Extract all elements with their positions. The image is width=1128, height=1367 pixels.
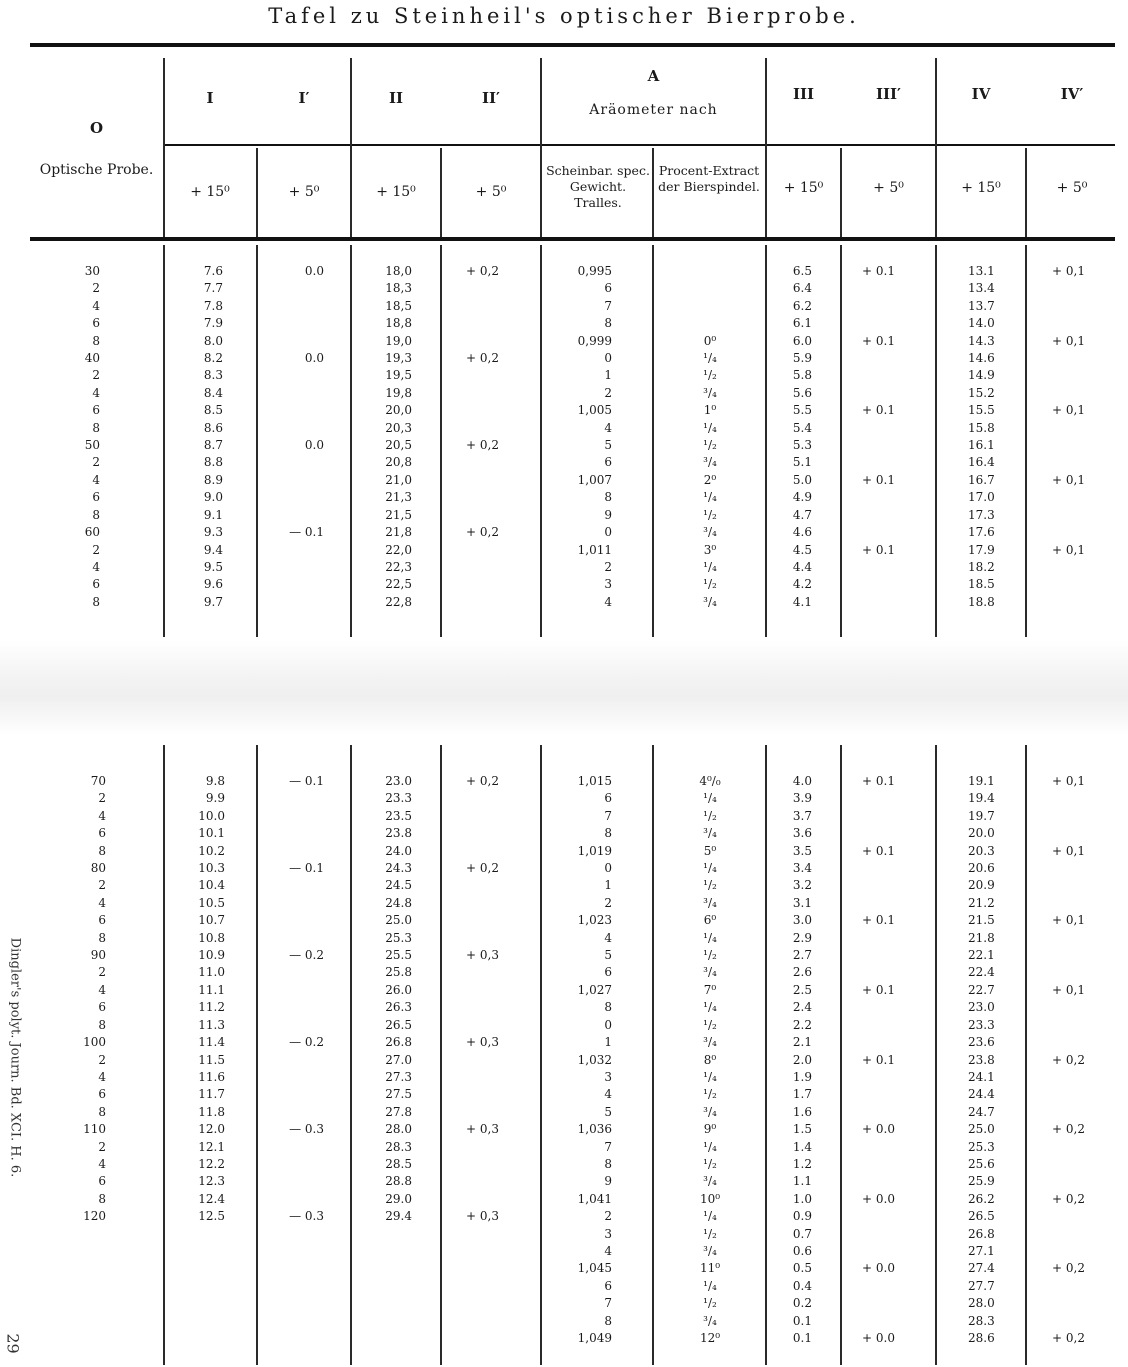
subheader-rule <box>165 144 1115 146</box>
column-divider <box>652 245 654 637</box>
col-iv: 19.1 19.4 19.7 20.0 20.3 20.6 20.9 21.2 21.5 21.8 22.1 22.4 22.7 23.0 23.3 23.6 23.8 24.1 24.4 24.7 25.0 25.3 25.6 25.9 26.2 26.5 26.8 27.1 27.4 27.7 28.0 28.3 28.6 <box>968 774 995 1345</box>
temp-label-iv-prime: + 5⁰ <box>1056 180 1088 196</box>
column-divider <box>652 745 654 1365</box>
col-procent-extract: 4⁰/₀ ¹/₄ ¹/₂ ³/₄ 5⁰ ¹/₄ ¹/₂ ³/₄ 6⁰ ¹/₄ ¹/₂ ³/₄ 7⁰ ¹/₄ ¹/₂ ³/₄ 8⁰ ¹/₄ ¹/₂ ³/₄ 9⁰ ¹/₄ ¹/₂ ³/₄ 10⁰ ¹/₄ ¹/₂ ³/₄ 11⁰ ¹/₄ ¹/₂ ³/₄ 12⁰ <box>699 774 721 1345</box>
col-ii: 23.0 23.3 23.5 23.8 24.0 24.3 24.5 24.8 25.0 25.3 25.5 25.8 26.0 26.3 26.5 26.8 27.0 27.3 27.5 27.8 28.0 28.3 28.5 28.8 29.0 29.4 <box>385 774 412 1224</box>
page-number: 29 <box>3 1333 23 1354</box>
col-procent-extract: 0⁰ ¹/₄ ¹/₂ ³/₄ 1⁰ ¹/₄ ¹/₂ ³/₄ 2⁰ ¹/₄ ¹/₂ ³/₄ 3⁰ ¹/₄ ¹/₂ ³/₄ <box>703 333 717 609</box>
col-iii: 4.0 3.9 3.7 3.6 3.5 3.4 3.2 3.1 3.0 2.9 2.7 2.6 2.5 2.4 2.2 2.1 2.0 1.9 1.7 1.6 1.5 1.4 1.2 1.1 1.0 0.9 0.7 0.6 0.5 0.4 0.2 0.1 0.1 <box>792 774 812 1345</box>
column-divider <box>652 148 654 237</box>
temp-label-i: + 15⁰ <box>190 184 230 200</box>
journal-side-note: Dingler's polyt. Journ. Bd. XCI. H. 6. <box>7 937 23 1178</box>
temp-label-iv: + 15⁰ <box>961 180 1001 196</box>
column-divider <box>540 745 542 1365</box>
col-iv-prime: + 0,1 + 0,1 + 0,1 + 0,1 + 0,1 <box>1052 264 1085 557</box>
header-ii-prime: II′ <box>482 89 500 107</box>
column-divider <box>163 245 165 637</box>
temp-label-iii-prime: + 5⁰ <box>873 180 904 196</box>
column-divider <box>840 245 842 637</box>
column-divider <box>350 245 352 637</box>
col-optische-probe: 70 2 4 6 8 80 2 4 6 8 90 2 4 6 8 100 2 4 6 8 110 2 4 6 8 120 <box>83 774 106 1224</box>
column-divider <box>935 58 937 237</box>
header-scheinbar-gewicht: Scheinbar. spec. Gewicht. Tralles. <box>546 163 650 210</box>
col-scheinbar-gewicht: 0,995 6 7 8 0,999 0 1 2 1,005 4 5 6 1,007 8 9 0 1,011 2 3 4 <box>577 264 612 609</box>
header-i: I <box>206 89 214 107</box>
column-divider <box>163 58 165 237</box>
header-i-prime: I′ <box>298 89 310 107</box>
temp-label-iii: + 15⁰ <box>783 180 824 196</box>
column-divider <box>440 745 442 1365</box>
header-optische-probe: Optische Probe. <box>39 162 154 178</box>
header-iv: IV <box>971 85 991 103</box>
col-i: 9.8 9.9 10.0 10.1 10.2 10.3 10.4 10.5 10.7 10.8 10.9 11.0 11.1 11.2 11.3 11.4 11.5 11.6 11.7 11.8 12.0 12.1 12.2 12.3 12.4 12.5 <box>198 774 225 1224</box>
header-iii: III <box>792 85 815 103</box>
col-i-prime: 0.0 0.0 0.0 — 0.1 <box>289 264 324 540</box>
header-group-a-letter: A <box>647 67 660 85</box>
col-scheinbar-gewicht: 1,015 6 7 8 1,019 0 1 2 1,023 4 5 6 1,027 8 0 1 1,032 3 4 5 1,036 7 8 9 1,041 2 3 4 1,045 6 7 8 1,049 <box>577 774 612 1345</box>
col-i-prime: — 0.1 — 0.1 — 0.2 — 0.2 — 0.3 — 0.3 <box>289 774 324 1224</box>
col-iv-prime: + 0,1 + 0,1 + 0,1 + 0,1 + 0,2 + 0,2 + 0,2 + 0,2 + 0,2 <box>1052 774 1085 1345</box>
column-divider <box>350 745 352 1365</box>
column-divider <box>1025 745 1027 1365</box>
column-divider <box>256 745 258 1365</box>
temp-label-ii: + 15⁰ <box>376 184 416 200</box>
column-divider <box>540 245 542 637</box>
page-title: Tafel zu Steinheil's optischer Bierprobe. <box>268 4 860 28</box>
col-i: 7.6 7.7 7.8 7.9 8.0 8.2 8.3 8.4 8.5 8.6 8.7 8.8 8.9 9.0 9.1 9.3 9.4 9.5 9.6 9.7 <box>203 264 223 609</box>
header-iv-prime: IV′ <box>1060 85 1084 103</box>
column-divider <box>765 745 767 1365</box>
col-iv: 13.1 13.4 13.7 14.0 14.3 14.6 14.9 15.2 15.5 15.8 16.1 16.4 16.7 17.0 17.3 17.6 17.9 18.2 18.5 18.8 <box>968 264 995 609</box>
column-divider <box>935 245 937 637</box>
col-optische-probe: 30 2 4 6 8 40 2 4 6 8 50 2 4 6 8 60 2 4 6 8 <box>84 264 100 609</box>
column-divider <box>765 58 767 237</box>
top-rule <box>30 43 1115 47</box>
col-ii: 18,0 18,3 18,5 18,8 19,0 19,3 19,5 19,8 20,0 20,3 20,5 20,8 21,0 21,3 21,5 21,8 22,0 22,3 22,5 22,8 <box>385 264 412 609</box>
header-ii: II <box>388 89 404 107</box>
column-divider <box>163 745 165 1365</box>
col-iii-prime: + 0.1 + 0.1 + 0.1 + 0.1 + 0.1 + 0.0 + 0.0 + 0.0 + 0.0 <box>862 774 895 1345</box>
temp-label-ii-prime: + 5⁰ <box>475 184 507 200</box>
column-divider <box>1025 245 1027 637</box>
page-fold <box>0 640 1128 735</box>
column-divider <box>935 745 937 1365</box>
col-iii: 6.5 6.4 6.2 6.1 6.0 5.9 5.8 5.6 5.5 5.4 5.3 5.1 5.0 4.9 4.7 4.6 4.5 4.4 4.2 4.1 <box>792 264 812 609</box>
col-ii-prime: + 0,2 + 0,2 + 0,3 + 0,3 + 0,3 + 0,3 <box>466 774 499 1224</box>
column-divider <box>350 58 352 237</box>
column-divider <box>765 245 767 637</box>
column-divider <box>256 245 258 637</box>
column-divider <box>440 245 442 637</box>
header-bottom-rule <box>30 237 1115 241</box>
col-iii-prime: + 0.1 + 0.1 + 0.1 + 0.1 + 0.1 <box>862 264 895 557</box>
header-procent-extract: Procent-Extract der Bierspindel. <box>658 163 760 194</box>
header-group-a-text: Aräometer nach <box>589 102 718 118</box>
column-divider <box>840 745 842 1365</box>
col-ii-prime: + 0,2 + 0,2 + 0,2 + 0,2 <box>466 264 499 540</box>
header-o: O <box>89 119 104 137</box>
header-iii-prime: III′ <box>875 85 901 103</box>
temp-label-i-prime: + 5⁰ <box>288 184 320 200</box>
